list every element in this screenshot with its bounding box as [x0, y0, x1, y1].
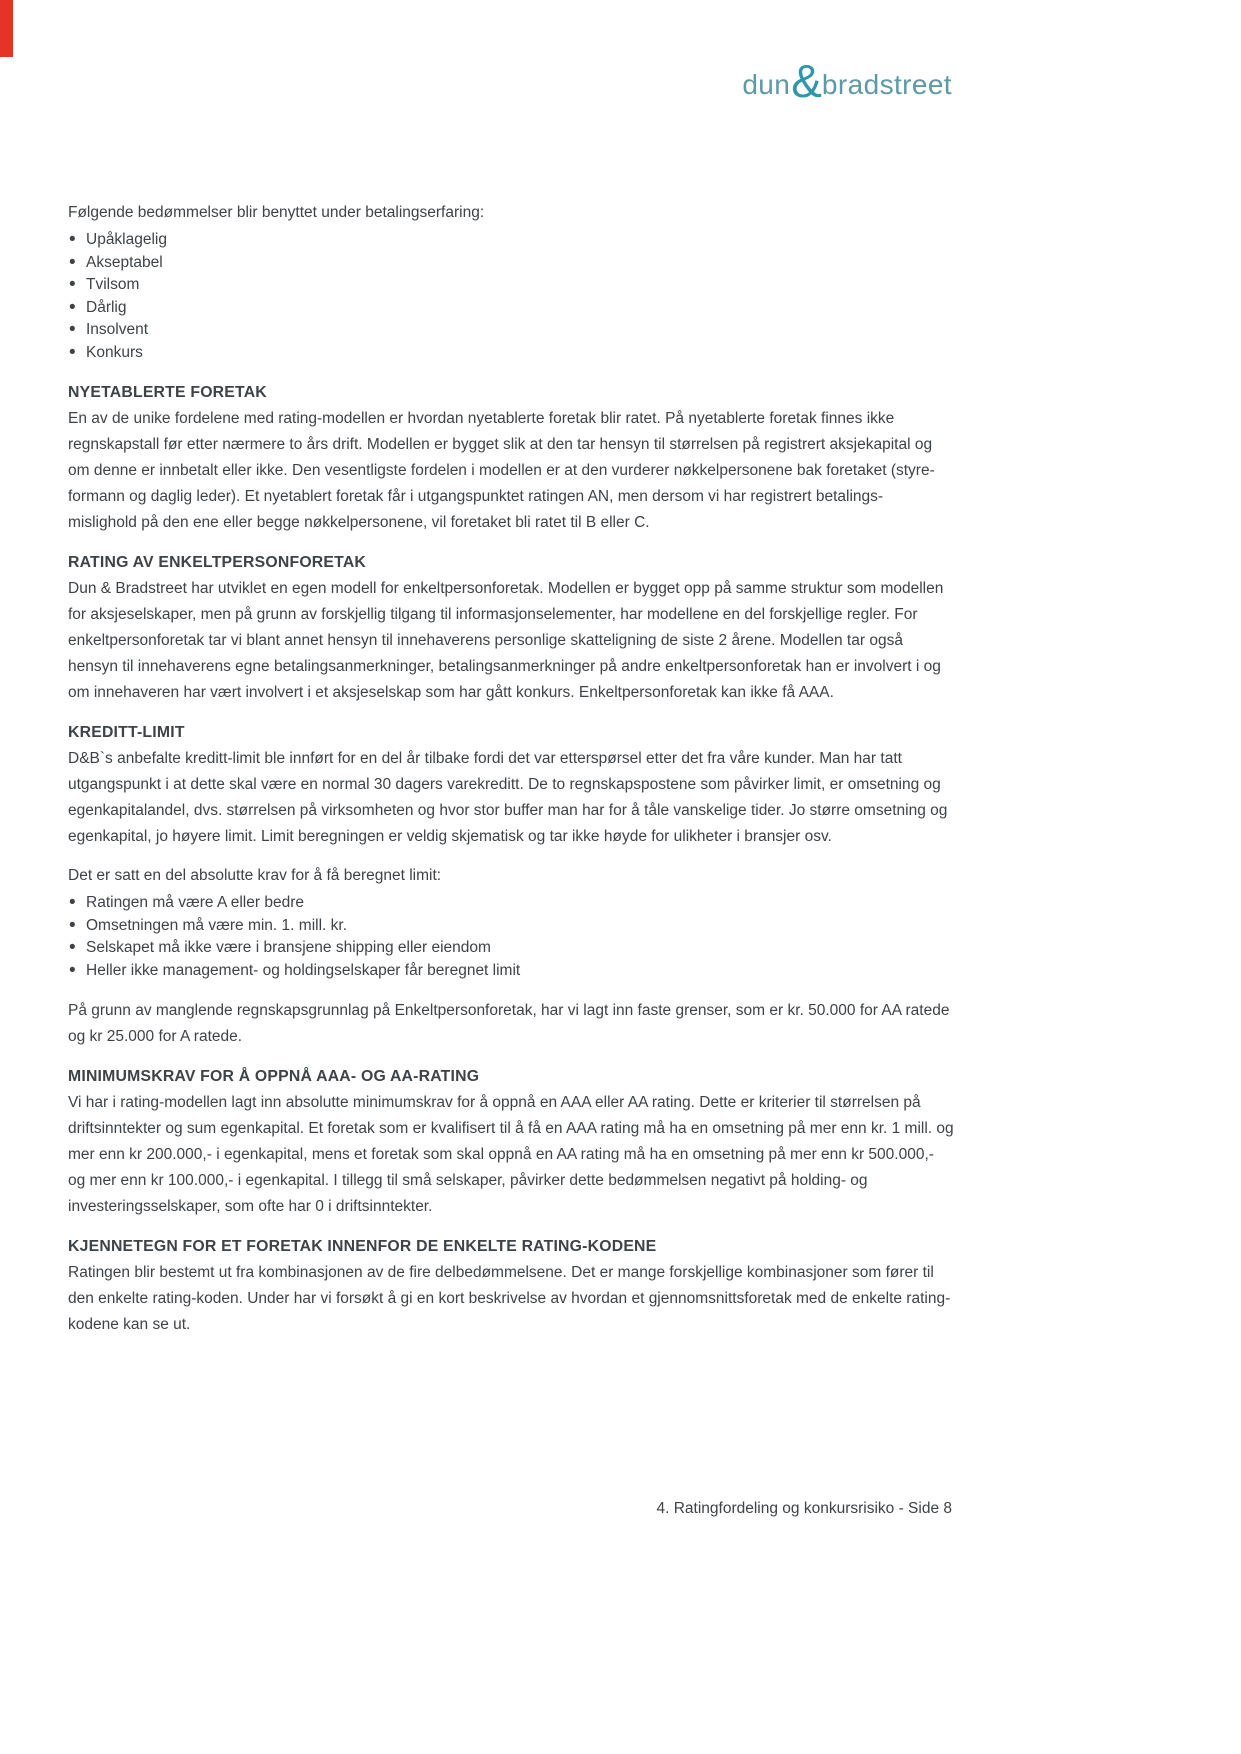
bullet-list [68, 892, 954, 982]
bullet-item: • Dårlig [68, 297, 954, 320]
bullet-item: • Insolvent [68, 319, 954, 342]
body-paragraph: D&B`s anbefalte kreditt-limit ble innført for en del år tilbake fordi det var etterspørsel etter det fra våre kunder. Man har tatt utgangspunkt i at dette skal være en normal 30 dagers varekreditt. De to regnskapspostene som påvirker limit, er omsetning og egenkapitalandel, dvs. størrelsen på virksomheten og hvor stor buffer man har for å tåle vanskelige tider. Jo større omsetning og egenkapital, jo høyere limit. Limit beregningen er veldig skjematisk og tar ikke høyde for ulikheter i bransjer osv. [68, 750, 948, 845]
bullet-item: • Heller ikke management- og holdingselskaper får beregnet limit [68, 960, 954, 983]
body-paragraph: Vi har i rating-modellen lagt inn absolutte minimumskrav for å oppnå en AAA eller AA rating. Dette er kriterier til størrelsen på driftsinntekter og sum egenkapital. Et foretak som er kvalifisert til å få en AAA rating må ha en omsetning på mer enn kr. 1 mill. og mer enn kr 200.000,- i egenkapital, mens et foretak som skal oppnå en AA rating må ha en omsetning på mer enn kr 500.000,- og mer enn kr 100.000,- i egenkapital. I tillegg til små selskaper, påvirker dette bedømmelsen negativt på holding- og investeringsselskaper, som ofte har 0 i driftsinntekter. [68, 1094, 954, 1215]
logo-word-dun: dun [742, 69, 791, 100]
bullet-item: • Selskapet må ikke være i bransjene shipping eller eiendom [68, 937, 954, 960]
bullet-item: • Akseptabel [68, 252, 954, 275]
bullet-item: • Upåklagelig [68, 229, 954, 252]
body-paragraph: Dun & Bradstreet har utviklet en egen modell for enkeltpersonforetak. Modellen er bygget opp på samme struktur som modellen for aksjeselskaper, men på grunn av forskjellig tilgang til informasjonselementer, har modellene en del forskjellige regler. For enkeltpersonforetak tar vi blant annet hensyn til innehaverens personlige skatteligning de siste 2 årene. Modellen tar også hensyn til innehaverens egne betalingsanmerkninger, betalingsanmerkninger på andre enkeltpersonforetak han er involvert i og om innehaveren har vært involvert i et aksjeselskap som har gått konkurs. Enkeltpersonforetak kan ikke få AAA. [68, 580, 944, 701]
page-footer: 4. Ratingfordeling og konkursrisiko - Side 8 [656, 1500, 952, 1517]
section-heading: NYETABLERTE FORETAK [68, 384, 267, 401]
document-body [68, 200, 954, 1351]
section-heading: KJENNETEGN FOR ET FORETAK INNENFOR DE ENKELTE RATING-KODENE [68, 1238, 657, 1255]
red-corner-mark [0, 0, 13, 57]
body-paragraph: Ratingen blir bestemt ut fra kombinasjonen av de fire delbedømmelsene. Det er mange forskjellige kombinasjoner som fører til den enkelte rating-koden. Under har vi forsøkt å gi en kort beskrivelse av hvordan et gjennomsnittsforetak med de enkelte rating-kodene kan se ut. [68, 1264, 951, 1333]
bullet-item: • Konkurs [68, 342, 954, 365]
section-heading: MINIMUMSKRAV FOR Å OPPNÅ AAA- OG AA-RATING [68, 1068, 480, 1085]
list-lead-paragraph: Følgende bedømmelser blir benyttet under betalingserfaring: [68, 204, 485, 221]
body-paragraph: En av de unike fordelene med rating-modellen er hvordan nyetablerte foretak blir ratet. På nyetablerte foretak finnes ikke regnskapstall før etter nærmere to års drift. Modellen er bygget slik at den tar hensyn til størrelsen på registrert aksjekapital og om denne er innbetalt eller ikke. Den vesentligste fordelen i modellen er at den vurderer nøkkelpersonene bak foretaket (styre- formann og daglig leder). Et nyetablert foretak får i utgangspunktet ratingen AN, men dersom vi har registrert betalings- mislighold på den ene eller begge nøkkelpersonene, vil foretaket bli ratet til B eller C. [68, 410, 935, 531]
list-lead-paragraph: Det er satt en del absolutte krav for å få beregnet limit: [68, 867, 442, 884]
logo-ampersand-icon: & [791, 55, 822, 107]
section-heading: KREDITT-LIMIT [68, 724, 185, 741]
bullet-item: • Omsetningen må være min. 1. mill. kr. [68, 915, 954, 938]
bullet-item: • Tvilsom [68, 274, 954, 297]
dun-bradstreet-logo [742, 55, 952, 108]
body-paragraph: På grunn av manglende regnskapsgrunnlag på Enkeltpersonforetak, har vi lagt inn faste grenser, som er kr. 50.000 for AA ratede og kr 25.000 for A ratede. [68, 1002, 950, 1045]
bullet-item: • Ratingen må være A eller bedre [68, 892, 954, 915]
logo-word-bradstreet: bradstreet [821, 69, 952, 100]
section-heading: RATING AV ENKELTPERSONFORETAK [68, 554, 367, 571]
bullet-list [68, 229, 954, 364]
